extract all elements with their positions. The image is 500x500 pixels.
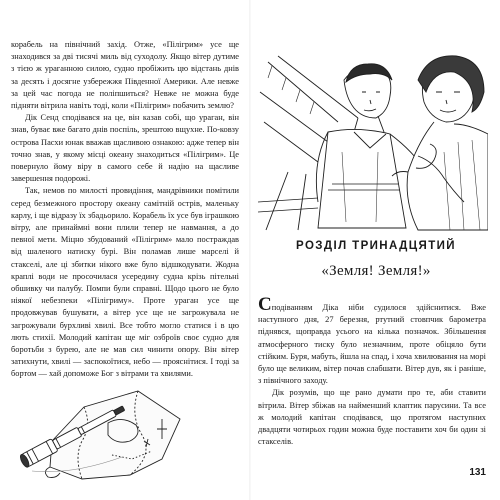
- chapter-title: «Земля! Земля!»: [321, 263, 431, 279]
- left-page-text: [11, 39, 239, 381]
- paragraph: Дік розумів, що ще рано думати про те, аби ставити вітрила. Вітер збіжав на найменший клаптик парусини. Та все ж молодий капітан сподівався, що протягом наступних двадцяти чотирьох годин можна буде поставити хоч би один зі стакселів.: [258, 388, 486, 447]
- book-gutter: [249, 0, 251, 500]
- paragraph: [258, 294, 486, 387]
- sailors-illustration: [258, 52, 488, 232]
- chapter-label: РОЗДІЛ ТРИНАДЦЯТИЙ: [296, 240, 456, 252]
- paragraph: Так, немов по милості провидіння, мандрівники помітили серед безмежного простору океану самітній острів, маленьку карлу, і ще відразу їх збадьорило. Корабель їх усе був іграшкою вітру, але принаймні вони плили тепер не навмання, а до певної мети. Міцно збудований «Пілігрим» мало постраждав від шаленого натиску бурі. Він поламав лише марселі й стакселі, але ці збитки нікого вже було відшкодувати. Жодна краплі води не просочилася усередину судна крізь пітельні обшивку чи палубу. Помпи були справні. Щодо цього не було ніякої небезпеки «Пілігриму». Проте ураган усе ще продовжував бушувати, а вітер усе ще не загрожувала не загрожували бурхливі хвилі. Все тобто могло статися і в цю лють стихії. Молодий капітан ще міг озброїв своє судно для боротьби з бурею, але не мав сил чинити опору. Він вітер затихнути, хвилі — заспокоїтися, небо — прояснітися. І тоді за бортом — хай допоможе Бог з вітрами та хвилями.: [11, 186, 239, 379]
- right-page: [252, 0, 500, 500]
- paragraph-text: подіванням Діка ніби судилося здійснитися. Вже наступного дня, 27 березня, ртутний стовпчик барометра піднявся, щоправда усього на кілька позначок. Збільшення атмосферного тиску було незначним, проте обіцяло бути стійким. Буря, мабуть, йшла на спад, і хоча хвилювання на морі було ще великим, вітер почав слабшати. Вітер дув, як і раніше, з північного заходу.: [258, 303, 486, 386]
- drop-cap: С: [258, 294, 272, 315]
- left-page: [0, 0, 248, 500]
- paragraph: Дік Сенд сподівався на це, він казав собі, що ураган, він знав, буває вже багато днів поспіль, зрештою вщухне. По-ковзу острова Пасхи юнак вважав щасливою ознакою: адже тепер він точно знав, у якому місці океану знаходиться «Пілігрим». Це повернуло йому віру в самого себе й надію на щасливе завершення подорожі.: [11, 113, 239, 184]
- spyglass-map-illustration: [12, 379, 187, 484]
- right-page-text: [258, 294, 486, 448]
- page-number: 131: [469, 467, 486, 478]
- paragraph: корабель на північний захід. Отже, «Пілігрим» усе ще знаходився за дві тисячі миль від суходолу. Якщо вітер дутиме з тією ж ураганною силою, судно пробіжить цю відстань днів за десять і досягне узбережжя Південної Америки. Але невже за цей час погода не поліпшиться? Невже не можна буде підняти вітрила навіть тоді, коли «Пілігрим» побачить землю?: [11, 40, 239, 111]
